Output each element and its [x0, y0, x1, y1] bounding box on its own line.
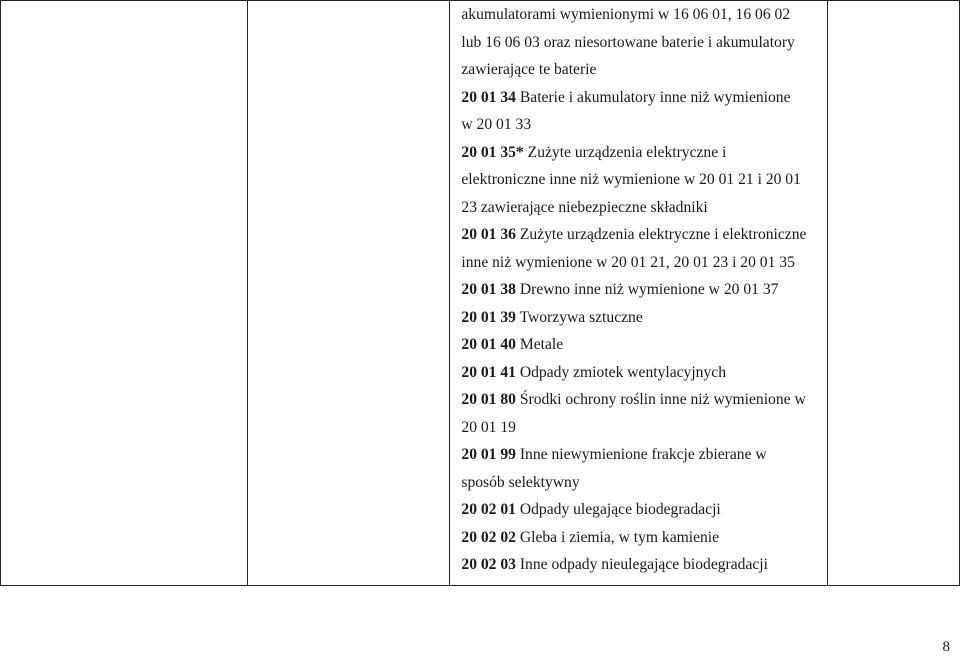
table-row [1, 1, 960, 586]
waste-description: Drewno inne niż wymienione w 20 01 37 [515, 281, 779, 298]
waste-code-line [461, 194, 818, 222]
waste-code-line [461, 441, 818, 469]
waste-code: 20 02 01 [461, 501, 516, 518]
waste-code: 20 01 36 [461, 226, 516, 243]
waste-code-line [461, 331, 818, 359]
waste-code-line [461, 84, 818, 112]
waste-description: inne niż wymienione w 20 01 21, 20 01 23 i 20 01 35 [461, 253, 795, 271]
waste-code: 20 01 34 [461, 88, 516, 106]
waste-code: 20 01 99 [461, 446, 516, 463]
waste-code-line [461, 469, 818, 497]
waste-code: 20 01 41 [461, 363, 516, 381]
waste-code-line [461, 1, 818, 29]
waste-code: 20 01 38 [461, 281, 516, 298]
waste-code-line [461, 56, 818, 84]
waste-code-line [461, 166, 818, 194]
table-cell-empty-2 [247, 1, 450, 586]
waste-code-line [461, 221, 818, 249]
table-cell-empty-1 [1, 1, 248, 586]
waste-description: Zużyte urządzenia elektryczne i [523, 143, 727, 161]
waste-code: 20 02 03 [461, 556, 516, 573]
waste-description: Odpady ulegające biodegradacji [515, 501, 721, 518]
waste-description: Inne niewymienione frakcje zbierane w [515, 446, 767, 463]
waste-code-line [461, 29, 818, 57]
waste-code-line [461, 496, 818, 524]
waste-code-line [461, 304, 818, 332]
waste-code-line [461, 524, 818, 552]
waste-code-line [461, 386, 818, 414]
waste-code: 20 01 80 [461, 391, 516, 408]
waste-code-list [461, 1, 818, 579]
waste-description: Środki ochrony roślin inne niż wymienione w [515, 391, 806, 408]
waste-description: Tworzywa sztuczne [515, 308, 643, 326]
waste-description: sposób selektywny [461, 473, 580, 491]
waste-code: 20 01 40 [461, 336, 516, 353]
waste-description: Inne odpady nieulegające biodegradacji [515, 556, 768, 573]
waste-code-line [461, 414, 818, 442]
waste-description: w 20 01 33 [461, 116, 532, 133]
waste-description: 23 zawierające niebezpieczne składniki [461, 198, 708, 216]
waste-description: Zużyte urządzenia elektryczne i elektroniczne [515, 226, 807, 243]
waste-code-line [461, 111, 818, 139]
waste-description: Odpady zmiotek wentylacyjnych [515, 363, 726, 381]
waste-code-line [461, 139, 818, 167]
waste-code: 20 01 35* [461, 143, 524, 161]
page-number: 8 [942, 639, 950, 655]
table-cell-empty-3 [827, 1, 959, 586]
waste-codes-cell [450, 1, 827, 586]
waste-code-line [461, 249, 818, 277]
waste-code-line [461, 551, 818, 579]
waste-description: zawierające te baterie [461, 61, 597, 78]
waste-description: akumulatorami wymienionymi w 16 06 01, 16 06 02 [461, 6, 791, 23]
waste-description: Metale [515, 336, 564, 353]
waste-code-line [461, 276, 818, 304]
waste-code: 20 01 39 [461, 308, 516, 326]
waste-code-line [461, 359, 818, 387]
waste-description: Gleba i ziemia, w tym kamienie [515, 528, 720, 546]
waste-code: 20 02 02 [461, 528, 516, 546]
waste-description: Baterie i akumulatory inne niż wymienione [515, 88, 791, 106]
waste-description: lub 16 06 03 oraz niesortowane baterie i akumulatory [461, 33, 795, 51]
waste-description: elektroniczne inne niż wymienione w 20 01 21 i 20 01 [461, 171, 801, 188]
waste-description: 20 01 19 [461, 418, 516, 436]
